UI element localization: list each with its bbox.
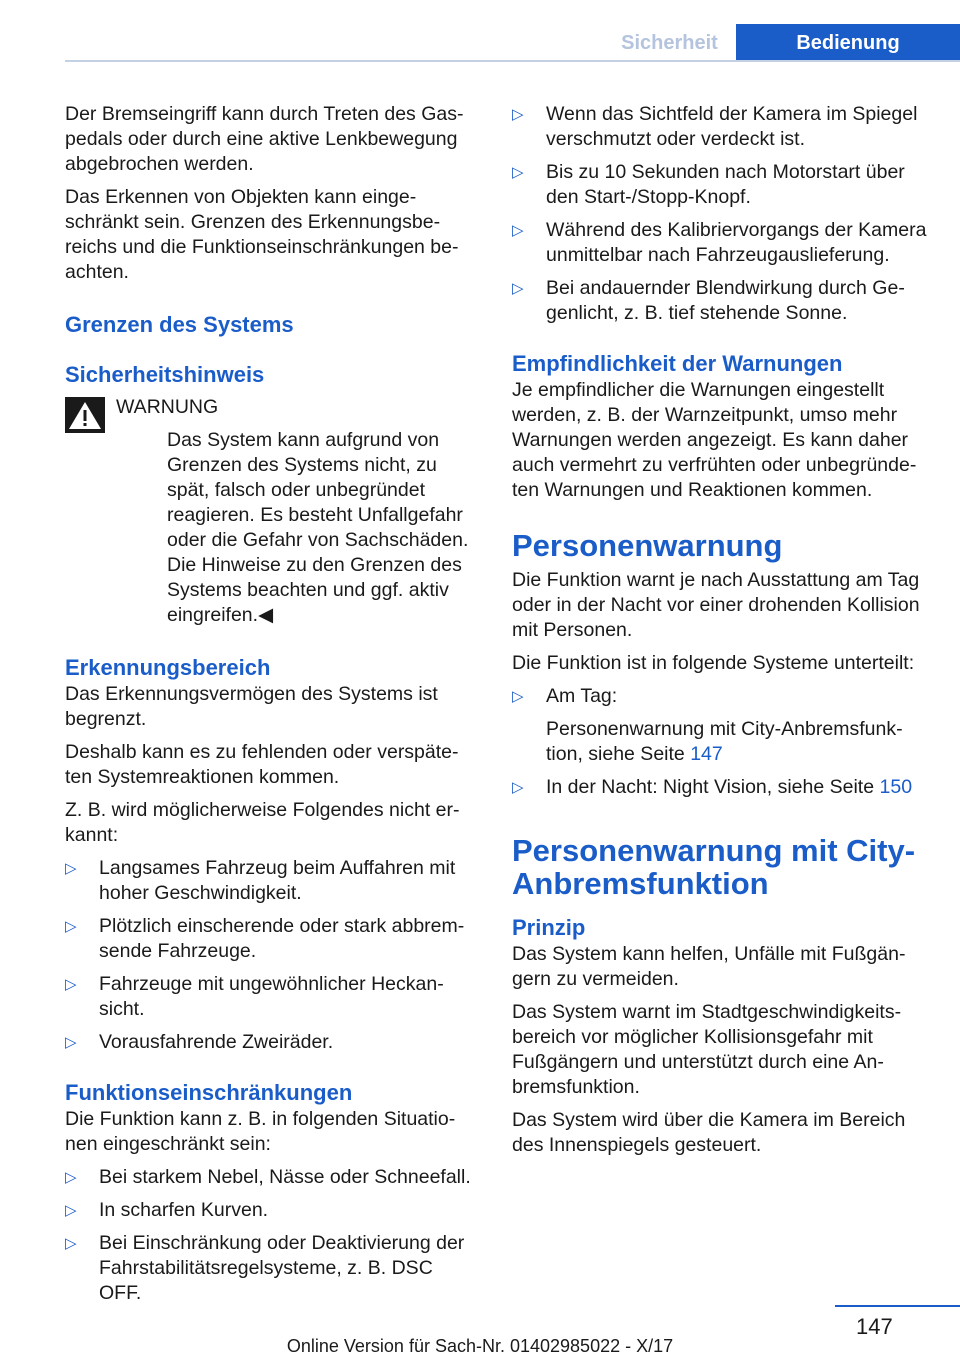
paragraph: Das System wird über die Kamera im Bereich des Innenspiegels gesteuert. [512, 1109, 906, 1156]
heading-erkennungsbereich: Erkennungsbereich [65, 655, 271, 680]
header-rule [65, 60, 960, 62]
heading-prinzip: Prinzip [512, 915, 586, 940]
list-item [65, 972, 477, 1022]
page-number: 147 [856, 1314, 893, 1339]
list-item [512, 160, 932, 210]
paragraph: Das Erkennungsvermögen des Systems ist begrenzt. [65, 683, 438, 730]
paragraph: Deshalb kann es zu fehlenden oder verspäteten Systemreaktionen kommen. [65, 741, 459, 788]
page-link-147[interactable]: 147 [690, 743, 723, 765]
triangle-bullet-icon: ▷ [65, 1235, 77, 1252]
list-item [512, 102, 932, 152]
list-item-text: Vorausfahrende Zweiräder. [99, 1031, 334, 1053]
triangle-bullet-icon: ▷ [65, 918, 77, 935]
list-item [65, 1231, 477, 1306]
list-item [512, 276, 932, 326]
list-item-text: Personenwarnung mit City-Anbremsfunktion, siehe Seite [546, 718, 903, 765]
list-item-text: Bei andauernder Blendwirkung durch Gegenlicht, z. B. tief stehende Sonne. [546, 277, 905, 324]
triangle-bullet-icon: ▷ [512, 280, 524, 297]
heading-funktionseinschraenkungen: Funktionseinschränkungen [65, 1080, 353, 1105]
heading-grenzen: Grenzen des Systems [65, 312, 294, 337]
warning-triangle-icon [65, 397, 105, 433]
list-item [65, 1030, 477, 1055]
paragraph: Die Funktion kann z. B. in folgenden Situationen eingeschränkt sein: [65, 1108, 456, 1155]
list-systems [512, 684, 932, 800]
paragraph: Z. B. wird möglicherweise Folgendes nicht erkannt: [65, 799, 460, 846]
triangle-bullet-icon: ▷ [512, 164, 524, 181]
tab-bedienung[interactable]: Bedienung [736, 24, 960, 62]
list-item-text: Plötzlich einscherende oder stark abbremsende Fahrzeuge. [99, 915, 465, 962]
triangle-bullet-icon: ▷ [512, 779, 524, 796]
paragraph: Die Funktion ist in folgende Systeme unterteilt: [512, 652, 915, 674]
paragraph: Die Funktion warnt je nach Ausstattung am Tag oder in der Nacht vor einer drohenden Kollision mit Personen. [512, 569, 920, 641]
list-limitations [65, 1165, 477, 1306]
list-item-text: In scharfen Kurven. [99, 1199, 269, 1221]
heading-empfindlichkeit: Empfindlichkeit der Warnungen [512, 351, 843, 376]
heading-city-anbremsfunktion: Personenwarnung mit City-Anbremsfunktion [512, 833, 916, 901]
list-item-text: Langsames Fahrzeug beim Auffahren mit hoher Geschwindigkeit. [99, 857, 456, 904]
paragraph: Je empfindlicher die Warnungen eingestellt werden, z. B. der Warnzeitpunkt, umso mehr Warnungen werden angezeigt. Es kann daher auch vermehrt zu verfrühten oder unbegründeten Warnungen und Reaktionen kommen. [512, 379, 917, 501]
footer-rule [835, 1305, 960, 1307]
footer-online-version: Online Version für Sach-Nr. 01402985022 - X/17 [286, 1336, 674, 1356]
list-item-text: Wenn das Sichtfeld der Kamera im Spiegel verschmutzt oder verdeckt ist. [546, 103, 918, 150]
list-item [65, 914, 477, 964]
triangle-bullet-icon: ▷ [512, 222, 524, 239]
triangle-bullet-icon: ▷ [65, 1034, 77, 1051]
paragraph: Das System kann helfen, Unfälle mit Fußgängern zu vermeiden. [512, 943, 906, 990]
list-limitations-cont [512, 102, 932, 326]
triangle-bullet-icon: ▷ [65, 976, 77, 993]
paragraph: Das Erkennen von Objekten kann eingeschränkt sein. Grenzen des Erkennungsbereichs und die Funktionseinschränkungen beachten. [65, 186, 459, 283]
list-item [512, 218, 932, 268]
triangle-bullet-icon: ▷ [512, 688, 524, 705]
list-item [65, 1198, 477, 1223]
left-column [65, 102, 477, 1314]
list-item [65, 856, 477, 906]
page-link-150[interactable]: 150 [879, 776, 913, 798]
warning-box [65, 395, 477, 628]
list-item-text: Bei Einschränkung oder Deaktivierung der Fahrstabilitätsregelsysteme, z. B. DSC OFF. [99, 1232, 465, 1304]
triangle-bullet-icon: ▷ [512, 106, 524, 123]
list-item-text: In der Nacht: Night Vision, siehe Seite [546, 776, 875, 798]
warning-text: Das System kann aufgrund von Grenzen des Systems nicht, zu spät, falsch oder unbegründet reagieren. Es besteht Unfallgefahr oder die Gefahr von Sachschäden. Die Hinweise zu den Grenzen des Systems beachten und ggf. aktiv eingreifen.◀ [167, 429, 469, 626]
list-item-title: Am Tag: [546, 685, 618, 707]
paragraph: Der Bremseingriff kann durch Treten des Gaspedals oder durch eine aktive Lenkbewegung abgebrochen werden. [65, 103, 464, 175]
list-item [65, 1165, 477, 1190]
warning-title: WARNUNG [116, 396, 219, 418]
heading-sicherheitshinweis: Sicherheitshinweis [65, 362, 265, 387]
heading-personenwarnung: Personenwarnung [512, 528, 783, 563]
list-item [512, 775, 932, 800]
list-item [512, 684, 932, 767]
triangle-bullet-icon: ▷ [65, 1202, 77, 1219]
paragraph: Das System warnt im Stadtgeschwindigkeitsbereich vor möglicher Kollisionsgefahr mit Fußgängern und unterstützt durch eine Anbremsfunktion. [512, 1001, 902, 1098]
list-not-detected [65, 856, 477, 1055]
list-item-text: Fahrzeuge mit ungewöhnlicher Heckansicht. [99, 973, 444, 1020]
list-item-text: Während des Kalibriervorgangs der Kamera unmittelbar nach Fahrzeugauslieferung. [546, 219, 927, 266]
triangle-bullet-icon: ▷ [65, 1169, 77, 1186]
triangle-bullet-icon: ▷ [65, 860, 77, 877]
right-column [512, 102, 932, 1166]
list-item-text: Bis zu 10 Sekunden nach Motorstart über den Start-/Stopp-Knopf. [546, 161, 905, 208]
list-item-text: Bei starkem Nebel, Nässe oder Schneefall. [99, 1166, 471, 1188]
tab-sicherheit[interactable]: Sicherheit [621, 32, 718, 54]
